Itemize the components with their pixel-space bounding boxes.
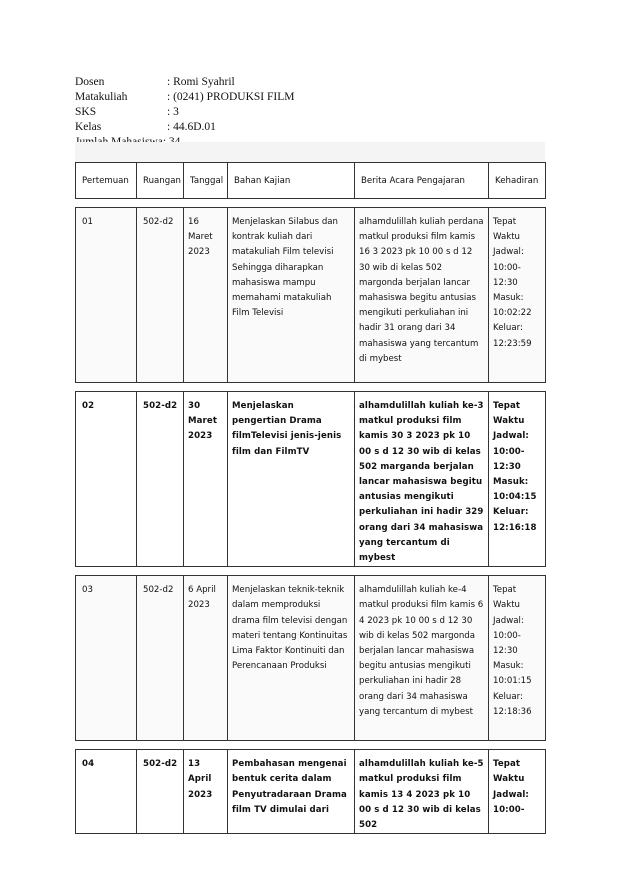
cell-berita-acara: alhamdulillah kuliah ke-3 matkul produksi film kamis 30 3 2023 pk 10 00 s d 12 30 wib di kelas 502 marganda berjalan lancar mahasiswa begitu antusias mengikuti perkuliahan ini hadir 329 orang dari 34 mahasiswa yang tercantum di mybest xyxy=(355,392,489,567)
dosen-value: : Romi Syahril xyxy=(167,76,235,88)
cell-ruangan: 502-d2 xyxy=(137,576,184,741)
cell-tanggal: 13 April 2023 xyxy=(184,750,228,834)
attendance-table xyxy=(75,162,546,834)
cell-kehadiran: Tepat Waktu Jadwal: 10:00-12:30 Masuk: 10:04:15 Keluar: 12:16:18 xyxy=(489,392,546,567)
cell-pertemuan: 01 xyxy=(76,208,137,383)
sks-row xyxy=(75,105,294,120)
cell-berita-acara: alhamdulillah kuliah ke-4 matkul produksi film kamis 6 4 2023 pk 10 00 s d 12 30 wib di kelas 502 margonda berjalan lancar mahasiswa begitu antusias mengikuti perkuliahan ini hadir 28 orang dari 34 mahasiswa yang tercantum di mybest xyxy=(355,576,489,741)
kelas-label: Kelas xyxy=(75,121,102,133)
cell-bahan-kajian: Menjelaskan pengertian Drama filmTelevisi jenis-jenis film dan FilmTV xyxy=(228,392,355,567)
cell-kehadiran: Tepat Waktu Jadwal: 10:00-12:30 Masuk: 10:01:15 Keluar: 12:18:36 xyxy=(489,576,546,741)
matakuliah-row xyxy=(75,90,294,105)
cell-berita-acara: alhamdulillah kuliah perdana matkul produksi film kamis 16 3 2023 pk 10 00 s d 12 30 wib di kelas 502 margonda berjalan lancar mahasiswa begitu antusias mengikuti perkuliahan ini hadir 31 orang dari 34 mahasiswa yang tercantum di mybest xyxy=(355,208,489,383)
table-header-row xyxy=(76,163,546,199)
col-bahan-kajian: Bahan Kajian xyxy=(228,163,355,199)
cell-tanggal: 16 Maret 2023 xyxy=(184,208,228,383)
cell-pertemuan: 02 xyxy=(76,392,137,567)
cell-pertemuan: 03 xyxy=(76,576,137,741)
col-tanggal: Tanggal xyxy=(184,163,228,199)
cell-kehadiran: Tepat Waktu Jadwal: 10:00-12:30 Masuk: 10:02:22 Keluar: 12:23:59 xyxy=(489,208,546,383)
cell-bahan-kajian: Pembahasan mengenai bentuk cerita dalam Penyutradaraan Drama film TV dimulai dari xyxy=(228,750,355,834)
table-row xyxy=(76,576,546,741)
dosen-label: Dosen xyxy=(75,76,105,88)
sks-label: SKS xyxy=(75,106,97,118)
attendance-table-container xyxy=(75,142,545,831)
course-header xyxy=(75,75,294,150)
col-berita-acara: Berita Acara Pengajaran xyxy=(355,163,489,199)
cell-tanggal: 30 Maret 2023 xyxy=(184,392,228,567)
matakuliah-label: Matakuliah xyxy=(75,91,128,103)
table-row xyxy=(76,750,546,834)
dosen-row xyxy=(75,75,294,90)
cell-ruangan: 502-d2 xyxy=(137,750,184,834)
col-kehadiran: Kehadiran xyxy=(489,163,546,199)
cell-ruangan: 502-d2 xyxy=(137,392,184,567)
cell-pertemuan: 04 xyxy=(76,750,137,834)
col-ruangan: Ruangan xyxy=(137,163,184,199)
kelas-value: : 44.6D.01 xyxy=(167,121,216,133)
cell-kehadiran: Tepat Waktu Jadwal: 10:00- xyxy=(489,750,546,834)
matakuliah-value: : (0241) PRODUKSI FILM xyxy=(167,91,295,103)
cell-tanggal: 6 April 2023 xyxy=(184,576,228,741)
table-row xyxy=(76,208,546,383)
cell-bahan-kajian: Menjelaskan Silabus dan kontrak kuliah dari matakuliah Film televisi Sehingga diharapkan mahasiswa mampu memahami matakuliah Film Televisi xyxy=(228,208,355,383)
kelas-row xyxy=(75,120,294,135)
sks-value: : 3 xyxy=(167,106,179,118)
table-row xyxy=(76,392,546,567)
cell-ruangan: 502-d2 xyxy=(137,208,184,383)
col-pertemuan: Pertemuan xyxy=(76,163,137,199)
cell-bahan-kajian: Menjelaskan teknik-teknik dalam memproduksi drama film televisi dengan materi tentang Kontinuitas Lima Faktor Kontinuiti dan Perencanaan Produksi xyxy=(228,576,355,741)
cell-berita-acara: alhamdulillah kuliah ke-5 matkul produksi film kamis 13 4 2023 pk 10 00 s d 12 30 wib di kelas 502 xyxy=(355,750,489,834)
